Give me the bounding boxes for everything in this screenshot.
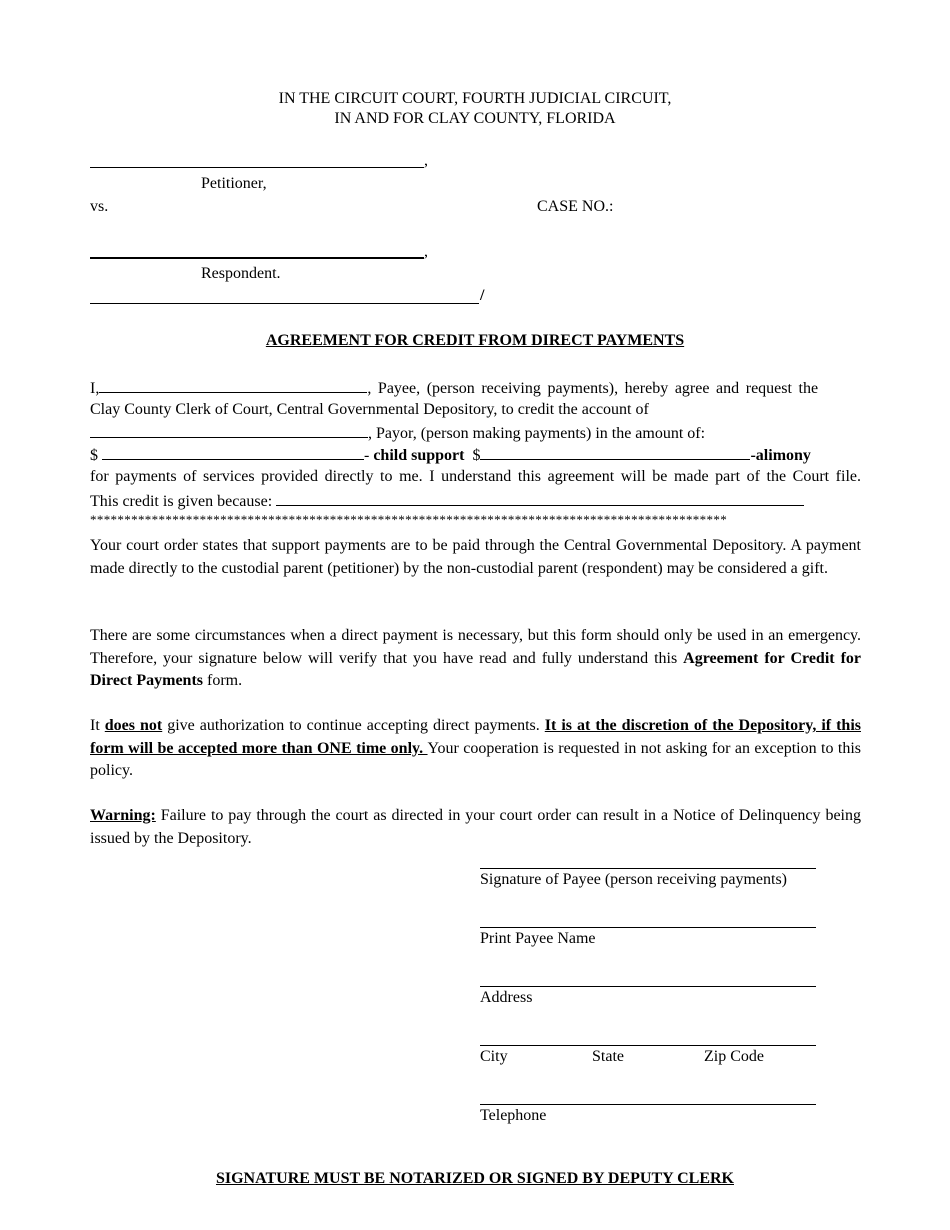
credit-because-label: This credit is given because: <box>90 493 273 510</box>
payee-signature-line[interactable] <box>480 868 816 869</box>
separator-line: ********************************************************************************************* <box>90 512 728 527</box>
respondent-label: Respondent. <box>201 265 281 282</box>
p2-text: There are some circumstances when a direct payment is necessary, but this form should only be used in an emergency. Therefore, your signature below will verify that you have read and fully understand this <box>90 627 861 667</box>
p2-form-name: Agreement for Credit for Direct Payments <box>90 649 861 689</box>
p2-end: form. <box>203 672 243 689</box>
address-line[interactable] <box>480 986 816 987</box>
paragraph-emergency <box>90 625 861 693</box>
city-state-zip-line[interactable] <box>480 1045 816 1046</box>
zip-label: Zip Code <box>704 1048 764 1065</box>
dollar-sign-2: $ <box>472 447 481 464</box>
payor-name-field[interactable] <box>90 423 368 438</box>
state-label: State <box>592 1048 624 1065</box>
p3-end: Your cooperation is requested in not asking for an exception to this policy. <box>90 739 861 779</box>
caption-slash: / <box>480 287 485 304</box>
payee-name-field[interactable] <box>99 378 367 393</box>
agreement-line1-text: , Payee, (person receiving payments), hereby agree and request the <box>367 380 819 397</box>
p3-discretion: It is at the discretion of the Depository, if this form will be accepted more than ONE time only. <box>90 717 861 757</box>
caption-closing-line <box>90 303 479 304</box>
warning-text: Failure to pay through the court as directed in your court order can result in a Notice of Delinquency being issued by the Depository. <box>90 807 861 847</box>
payee-signature-label: Signature of Payee (person receiving payments) <box>480 871 788 888</box>
p3-does-not: does not <box>104 717 163 734</box>
p3-start: It <box>90 717 105 734</box>
agreement-line3-text: , Payor, (person making payments) in the amount of: <box>368 425 706 442</box>
credit-reason-field[interactable] <box>276 491 804 506</box>
petitioner-name-line[interactable] <box>90 167 424 168</box>
child-support-prefix: - <box>364 447 374 464</box>
print-name-line[interactable] <box>480 927 816 928</box>
telephone-line[interactable] <box>480 1104 816 1105</box>
agreement-i: I, <box>90 380 100 397</box>
telephone-label: Telephone <box>480 1107 547 1124</box>
paragraph-authorization <box>90 715 861 783</box>
child-support-label: child support <box>373 447 465 464</box>
agreement-line-1 <box>90 378 861 398</box>
agreement-line-5: for payments of services provided directly to me. I understand this agreement will be made part of the Court file. <box>90 468 861 485</box>
p3-mid: give authorization to continue accepting direct payments. <box>162 717 545 734</box>
paragraph-warning <box>90 805 861 850</box>
agreement-line-4 <box>90 445 861 465</box>
court-name-line1: IN THE CIRCUIT COURT, FOURTH JUDICIAL CIRCUIT, <box>278 90 672 107</box>
court-name-line2: IN AND FOR CLAY COUNTY, FLORIDA <box>334 110 616 127</box>
notarization-notice: SIGNATURE MUST BE NOTARIZED OR SIGNED BY DEPUTY CLERK <box>215 1170 734 1187</box>
alimony-amount-field[interactable] <box>480 445 750 460</box>
vs-label: vs. <box>90 198 109 215</box>
page-title: AGREEMENT FOR CREDIT FROM DIRECT PAYMENTS <box>265 332 685 349</box>
agreement-line-3 <box>90 423 705 443</box>
case-number-label: CASE NO.: <box>537 198 614 215</box>
city-label: City <box>480 1048 508 1065</box>
dollar-sign-1: $ <box>90 447 98 464</box>
respondent-comma: , <box>424 243 428 260</box>
agreement-line-2: Clay County Clerk of Court, Central Governmental Depository, to credit the account of <box>90 401 649 418</box>
print-name-label: Print Payee Name <box>480 930 596 947</box>
petitioner-label: Petitioner, <box>201 175 267 192</box>
agreement-line-6 <box>90 491 804 511</box>
address-label: Address <box>480 989 533 1006</box>
warning-label: Warning: <box>90 807 156 824</box>
respondent-name-line[interactable] <box>90 257 424 259</box>
child-support-amount-field[interactable] <box>102 445 364 460</box>
paragraph-court-order: Your court order states that support payments are to be paid through the Central Governmental Depository. A payment made directly to the custodial parent (petitioner) by the non-custodial parent (respondent) may be considered a gift. <box>90 537 861 577</box>
petitioner-comma: , <box>424 152 428 169</box>
alimony-label: -alimony <box>750 447 811 464</box>
